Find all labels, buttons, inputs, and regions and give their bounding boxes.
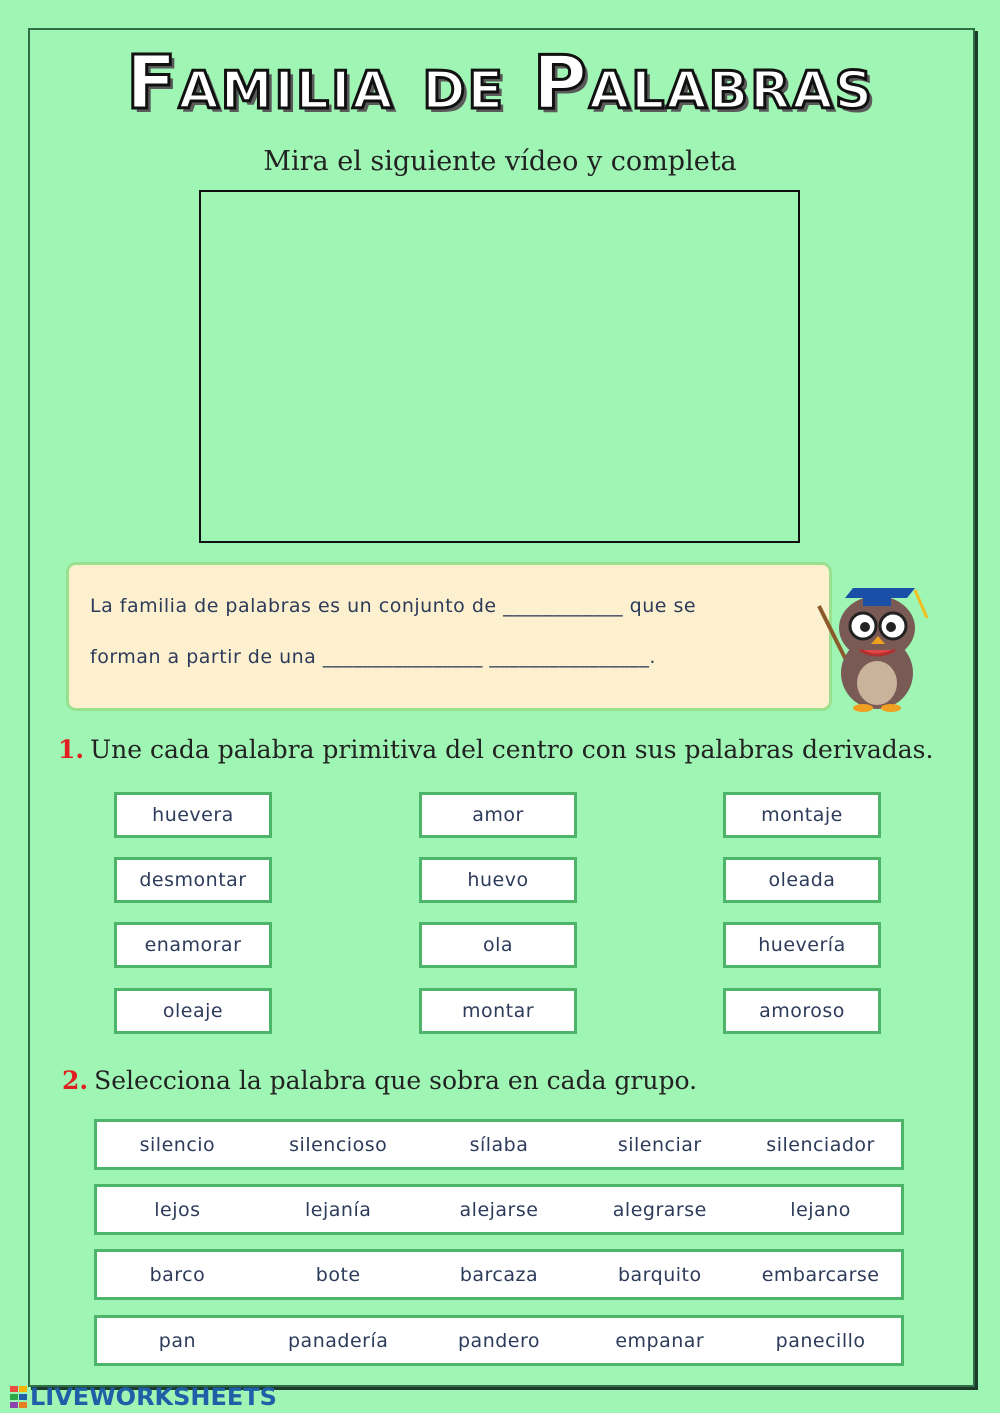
group-word[interactable]: sílaba — [469, 1133, 529, 1156]
footer — [10, 1383, 277, 1411]
question-1-text: Une cada palabra primitiva del centro con sus palabras derivadas. — [90, 735, 934, 764]
match-word-right[interactable]: amoroso — [723, 988, 881, 1034]
match-word-center[interactable]: montar — [419, 988, 577, 1034]
match-word-center[interactable]: amor — [419, 792, 577, 838]
group-word[interactable]: pandero — [457, 1329, 540, 1352]
group-word[interactable]: silencio — [139, 1133, 216, 1156]
group-word[interactable]: lejano — [790, 1198, 851, 1221]
group-word[interactable]: barquito — [617, 1263, 702, 1286]
group-word[interactable]: lejos — [154, 1198, 201, 1221]
footer-brand[interactable]: LIVEWORKSHEETS — [30, 1383, 277, 1411]
group-word[interactable]: lejanía — [305, 1198, 372, 1221]
question-1-number: 1. — [58, 735, 85, 764]
owl-teacher-icon — [815, 578, 945, 713]
match-word-right[interactable]: montaje — [723, 792, 881, 838]
group-word[interactable]: panecillo — [775, 1329, 866, 1352]
group-word[interactable]: alejarse — [459, 1198, 539, 1221]
word-group-row — [94, 1119, 904, 1170]
page-subtitle: Mira el siguiente vídeo y completa — [263, 146, 737, 177]
group-word[interactable]: embarcarse — [761, 1263, 880, 1286]
definition-line-2: forman a partir de una ________________ ________________. — [90, 646, 656, 668]
group-word[interactable]: barco — [149, 1263, 206, 1286]
group-word[interactable]: pan — [158, 1329, 197, 1352]
page-title: Familia de Palabras — [125, 40, 875, 126]
word-group-row — [94, 1184, 904, 1235]
word-group-row — [94, 1315, 904, 1366]
match-word-left[interactable]: enamorar — [114, 922, 272, 968]
group-word[interactable]: empanar — [615, 1329, 705, 1352]
liveworksheets-logo-icon — [10, 1386, 28, 1408]
match-word-left[interactable]: huevera — [114, 792, 272, 838]
group-word[interactable]: silencioso — [289, 1133, 388, 1156]
match-word-left[interactable]: desmontar — [114, 857, 272, 903]
word-group-row — [94, 1249, 904, 1300]
question-2-text: Selecciona la palabra que sobra en cada grupo. — [94, 1066, 698, 1095]
group-word[interactable]: barcaza — [459, 1263, 539, 1286]
match-word-right[interactable]: huevería — [723, 922, 881, 968]
match-word-right[interactable]: oleada — [723, 857, 881, 903]
group-word[interactable]: panadería — [288, 1329, 389, 1352]
definition-line-1: La familia de palabras es un conjunto de ____________ que se — [90, 595, 697, 617]
group-word[interactable]: bote — [315, 1263, 361, 1286]
match-word-left[interactable]: oleaje — [114, 988, 272, 1034]
group-word[interactable]: alegrarse — [612, 1198, 707, 1221]
question-2-title — [62, 1066, 697, 1095]
question-2-number: 2. — [62, 1066, 89, 1095]
match-word-center[interactable]: huevo — [419, 857, 577, 903]
video-player[interactable] — [199, 190, 800, 543]
group-word[interactable]: silenciar — [617, 1133, 702, 1156]
question-1-title — [58, 735, 933, 764]
match-word-center[interactable]: ola — [419, 922, 577, 968]
definition-box — [66, 562, 832, 711]
group-word[interactable]: silenciador — [766, 1133, 875, 1156]
